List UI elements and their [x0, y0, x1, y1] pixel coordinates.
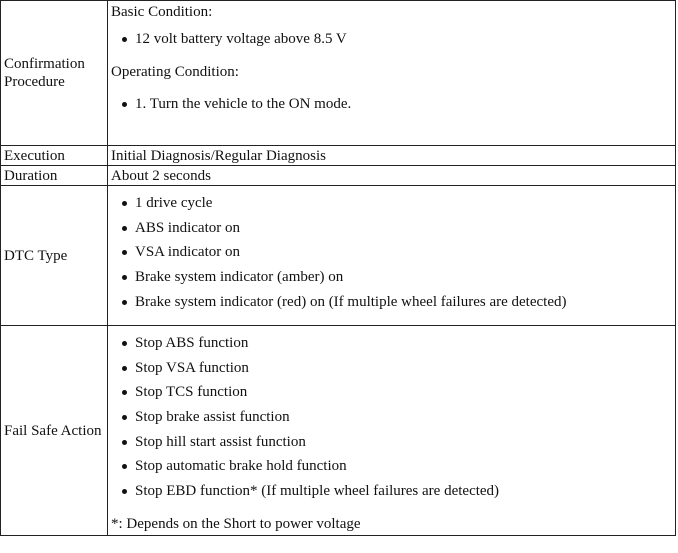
value-confirmation-procedure [108, 1, 676, 146]
list-item: Stop EBD function* (If multiple wheel failures are detected) [135, 479, 675, 504]
fail-safe-list [111, 331, 675, 504]
list-item: Stop ABS function [135, 331, 675, 356]
row-dtc-type [1, 186, 676, 326]
label-dtc-type: DTC Type [1, 186, 108, 326]
row-duration [1, 166, 676, 186]
list-item: ABS indicator on [135, 216, 675, 241]
list-item: 1. Turn the vehicle to the ON mode. [135, 92, 675, 117]
list-item: Stop brake assist function [135, 405, 675, 430]
list-item: Stop VSA function [135, 356, 675, 381]
fail-safe-footnote: *: Depends on the Short to power voltage [111, 515, 361, 532]
label-fail-safe-action: Fail Safe Action [1, 326, 108, 536]
basic-condition-heading: Basic Condition: [111, 4, 213, 20]
list-item: 12 volt battery voltage above 8.5 V [135, 27, 675, 52]
label-duration: Duration [1, 166, 108, 186]
list-item: 1 drive cycle [135, 191, 675, 216]
basic-condition-list [111, 27, 675, 52]
list-item: Brake system indicator (amber) on [135, 265, 675, 290]
list-item: Stop hill start assist function [135, 430, 675, 455]
operating-condition-list [111, 92, 675, 117]
label-confirmation-procedure: Confirmation Procedure [1, 1, 108, 146]
value-dtc-type [108, 186, 676, 326]
value-duration: About 2 seconds [108, 166, 676, 186]
list-item: Brake system indicator (red) on (If multiple wheel failures are detected) [135, 290, 675, 315]
row-fail-safe-action [1, 326, 676, 536]
operating-condition-heading: Operating Condition: [111, 63, 239, 80]
list-item: VSA indicator on [135, 240, 675, 265]
value-fail-safe-action [108, 326, 676, 536]
label-execution: Execution [1, 146, 108, 166]
row-execution [1, 146, 676, 166]
dtc-type-list [111, 191, 675, 314]
list-item: Stop automatic brake hold function [135, 454, 675, 479]
row-confirmation-procedure [1, 1, 676, 146]
value-execution: Initial Diagnosis/Regular Diagnosis [108, 146, 676, 166]
list-item: Stop TCS function [135, 380, 675, 405]
